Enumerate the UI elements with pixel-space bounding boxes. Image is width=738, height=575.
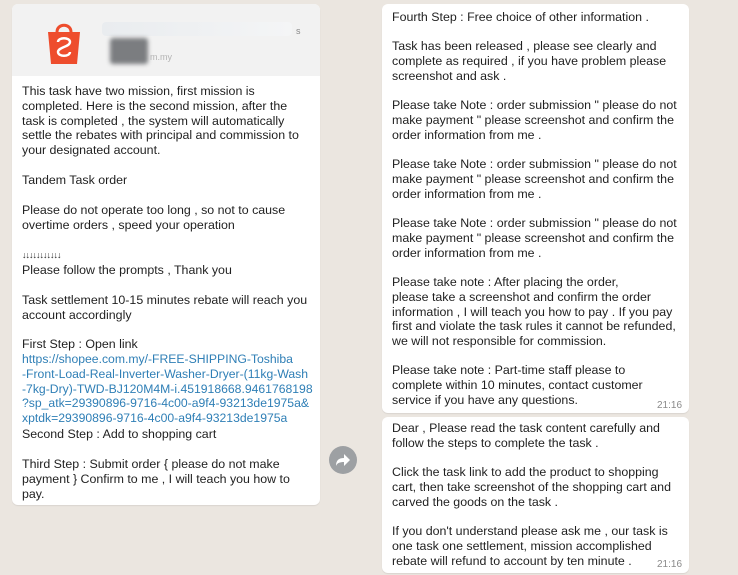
intro-text: This task have two mission, first mission is completed. Here is the second mission, after the task is completed , the system will automatically settle the rebates with principal and commission to your designated account. (22, 84, 299, 158)
dear-text: Dear , Please read the task content carefully and follow the steps to complete the task . (392, 421, 660, 450)
settlement-text: Task settlement 10-15 minutes rebate will reach you account accordingly (22, 293, 308, 322)
second-step-text: Second Step : Add to shopping cart (22, 427, 217, 441)
understand-text: If you don't understand please ask me , our task is one task one settlement, mission accomplished rebate will refund to account by ten minute . (392, 524, 668, 568)
task-name: Tandem Task order (22, 173, 128, 187)
warning-text: Please do not operate too long , so not to cause overtime orders , speed your operation (22, 203, 286, 232)
released-text: Task has been released , please see clearly and complete as required , if you have problem please screenshot and ask . (392, 39, 667, 83)
note-4-text: Please take note : After placing the order, please take a screenshot and confirm the order information , I will teach you how to pay . If you pay first and violate the task rules it cannot be refunded, we will not responsible for commission. (392, 275, 676, 349)
left-message-bubble (12, 4, 320, 505)
right-message-bubble-1 (382, 4, 689, 413)
right-message-bubble-2 (382, 417, 689, 573)
forward-button[interactable] (329, 446, 357, 474)
blurred-title (102, 22, 292, 36)
blurred-avatar (110, 38, 148, 64)
forward-arrow-icon (335, 453, 351, 467)
follow-text: Please follow the prompts , Thank you (22, 263, 232, 277)
first-step-text: First Step : Open link (22, 337, 138, 351)
note-2-text: Please take Note : order submission " please do not make payment " please screenshot and confirm the order information from me . (392, 157, 677, 201)
fourth-step-text: Fourth Step : Free choice of other information . (392, 10, 649, 24)
arrows-text: ↓↓↓↓↓↓↓↓↓↓↓ (22, 250, 61, 260)
message-time: 21:16 (657, 400, 683, 411)
product-link[interactable]: https://shopee.com.my/-FREE-SHIPPING-Toshiba -Front-Load-Real-Inverter-Washer-Dryer-(11kg-Wash -7kg-Dry)-TWD-BJ120M4M-i.451918668.9461768198 ?sp_atk=29390896-9716-4c00-a9f4-93213de1975a& xptdk=29390896-9716-4c00-a9f4-93213de1975a (22, 352, 313, 426)
preview-domain: m.my (150, 52, 172, 62)
note-1-text: Please take Note : order submission " please do not make payment " please screenshot and confirm the order information from me . (392, 98, 677, 142)
link-preview-card[interactable] (12, 4, 320, 76)
note-3-text: Please take Note : order submission " please do not make payment " please screenshot and confirm the order information from me . (392, 216, 677, 260)
shopee-bag-icon (44, 20, 84, 66)
message-time: 21:16 (657, 559, 683, 570)
note-5-text: Please take note : Part-time staff please to complete within 10 minutes, contact customer service if you have any questions. (392, 363, 643, 407)
click-link-text: Click the task link to add the product to shopping cart, then take screenshot of the shopping cart and carved the goods on the task . (392, 465, 671, 509)
preview-corner-glyph: s (296, 26, 301, 36)
third-step-text: Third Step : Submit order { please do not make payment } Confirm to me , I will teach you how to pay. (22, 457, 290, 501)
